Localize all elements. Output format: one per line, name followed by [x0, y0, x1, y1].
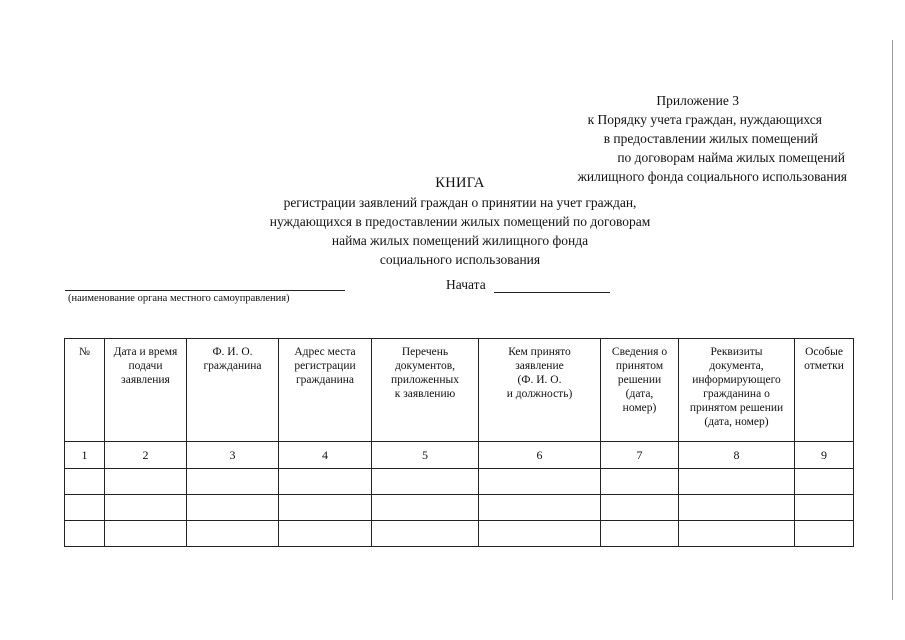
table-cell[interactable] — [279, 495, 372, 521]
org-name-field-line[interactable] — [65, 290, 345, 291]
column-header-notes: Особые отметки — [795, 339, 854, 442]
book-subtitle-line: найма жилых помещений жилищного фонда — [331, 233, 589, 248]
column-header-date: Дата и время подачи заявления — [105, 339, 187, 442]
column-header-accepted-by: Кем принято заявление (Ф. И. О. и должность) — [479, 339, 601, 442]
table-cell[interactable] — [479, 469, 601, 495]
table-cell[interactable] — [601, 495, 679, 521]
table-cell[interactable] — [372, 521, 479, 547]
column-number: 7 — [601, 442, 679, 469]
table-cell[interactable] — [279, 469, 372, 495]
column-number: 2 — [105, 442, 187, 469]
table-cell[interactable] — [372, 469, 479, 495]
table-cell[interactable] — [65, 521, 105, 547]
book-title: КНИГА — [435, 175, 485, 191]
appendix-line: жилищного фонда социального использования — [577, 169, 847, 184]
appendix-title: Приложение 3 — [656, 93, 739, 108]
column-number: 1 — [65, 442, 105, 469]
table-cell[interactable] — [795, 495, 854, 521]
book-heading — [160, 174, 760, 269]
table-cell[interactable] — [479, 521, 601, 547]
appendix-block — [520, 91, 900, 186]
column-header-decision: Сведения о принятом решении (дата, номер) — [601, 339, 679, 442]
table-row — [65, 495, 854, 521]
column-header-number: № — [65, 339, 105, 442]
appendix-line: по договорам найма жилых помещений — [617, 150, 845, 165]
table-cell[interactable] — [187, 521, 279, 547]
table-row — [65, 521, 854, 547]
column-header-name: Ф. И. О. гражданина — [187, 339, 279, 442]
table-cell[interactable] — [679, 495, 795, 521]
table-cell[interactable] — [65, 495, 105, 521]
table-cell[interactable] — [601, 521, 679, 547]
column-number: 3 — [187, 442, 279, 469]
started-label: Начата — [446, 277, 486, 292]
table-cell[interactable] — [187, 469, 279, 495]
table-cell[interactable] — [679, 469, 795, 495]
table-cell[interactable] — [795, 469, 854, 495]
column-number: 8 — [679, 442, 795, 469]
table-cell[interactable] — [65, 469, 105, 495]
table-header-row — [65, 339, 854, 442]
table-cell[interactable] — [372, 495, 479, 521]
book-subtitle-line: нуждающихся в предоставлении жилых помещений по договорам — [269, 214, 651, 229]
table-cell[interactable] — [105, 521, 187, 547]
book-subtitle-line: социального использования — [379, 252, 541, 267]
column-number: 6 — [479, 442, 601, 469]
org-name-caption: (наименование органа местного самоуправления) — [68, 293, 290, 304]
column-number: 9 — [795, 442, 854, 469]
table-cell[interactable] — [105, 469, 187, 495]
register-table — [64, 338, 854, 547]
table-cell[interactable] — [795, 521, 854, 547]
table-cell[interactable] — [279, 521, 372, 547]
column-header-requisites: Реквизиты документа, информирующего гражданина о принятом решении (дата, номер) — [679, 339, 795, 442]
column-header-address: Адрес места регистрации гражданина — [279, 339, 372, 442]
appendix-line: к Порядку учета граждан, нуждающихся — [587, 112, 822, 127]
column-header-documents: Перечень документов, приложенных к заявлению — [372, 339, 479, 442]
table-cell[interactable] — [105, 495, 187, 521]
book-subtitle-line: регистрации заявлений граждан о принятии на учет граждан, — [283, 195, 637, 210]
table-cell[interactable] — [479, 495, 601, 521]
table-cell[interactable] — [187, 495, 279, 521]
started-date-field-line[interactable] — [494, 292, 610, 293]
appendix-line: в предоставлении жилых помещений — [603, 131, 818, 146]
table-row — [65, 469, 854, 495]
column-number: 5 — [372, 442, 479, 469]
column-number: 4 — [279, 442, 372, 469]
table-cell[interactable] — [601, 469, 679, 495]
table-cell[interactable] — [679, 521, 795, 547]
column-number-row — [65, 442, 854, 469]
